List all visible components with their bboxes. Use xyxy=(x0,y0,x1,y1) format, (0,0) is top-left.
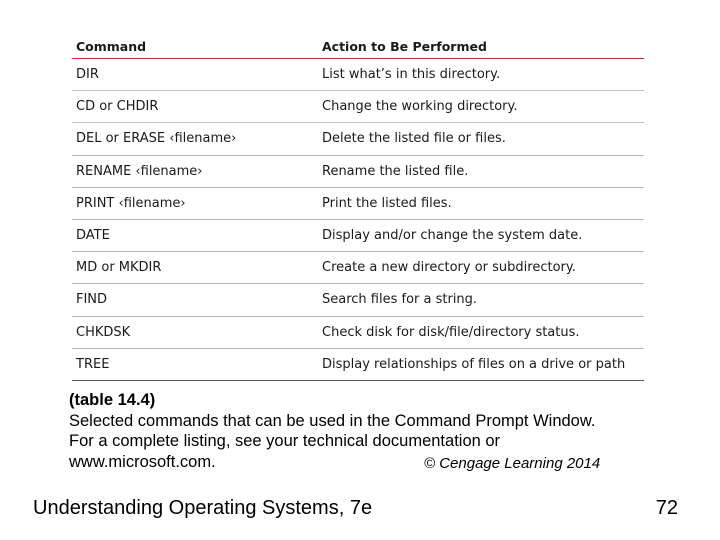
action-cell: Create a new directory or subdirectory. xyxy=(318,252,644,284)
command-cell: PRINT ‹filename› xyxy=(72,187,318,219)
column-header-command: Command xyxy=(72,34,318,59)
caption-line: For a complete listing, see your technical documentation or xyxy=(69,432,501,450)
caption-label: (table 14.4) xyxy=(69,391,156,409)
table-row xyxy=(72,219,644,251)
command-cell: DATE xyxy=(72,219,318,251)
command-cell: MD or MKDIR xyxy=(72,252,318,284)
table-row xyxy=(72,123,644,155)
commands-table xyxy=(72,34,644,381)
command-cell: TREE xyxy=(72,348,318,380)
command-cell: DIR xyxy=(72,59,318,91)
action-cell: List what’s in this directory. xyxy=(318,59,644,91)
footer-title: Understanding Operating Systems, 7e xyxy=(33,497,373,519)
copyright-notice: © Cengage Learning 2014 xyxy=(424,455,601,472)
command-cell: CD or CHDIR xyxy=(72,91,318,123)
caption-line: www.microsoft.com. xyxy=(69,452,216,471)
action-cell: Rename the listed file. xyxy=(318,155,644,187)
command-cell: FIND xyxy=(72,284,318,316)
action-cell: Display and/or change the system date. xyxy=(318,219,644,251)
table-row xyxy=(72,252,644,284)
action-cell: Search files for a string. xyxy=(318,284,644,316)
command-cell: CHKDSK xyxy=(72,316,318,348)
column-header-action: Action to Be Performed xyxy=(318,34,644,59)
command-cell: RENAME ‹filename› xyxy=(72,155,318,187)
table-header-row xyxy=(72,34,644,59)
table-row xyxy=(72,187,644,219)
table-row xyxy=(72,316,644,348)
page-number: 72 xyxy=(655,497,678,519)
caption-line: Selected commands that can be used in the Command Prompt Window. xyxy=(69,411,596,430)
table-row xyxy=(72,91,644,123)
table-row xyxy=(72,155,644,187)
action-cell: Delete the listed file or files. xyxy=(318,123,644,155)
table-row xyxy=(72,348,644,380)
action-cell: Change the working directory. xyxy=(318,91,644,123)
action-cell: Check disk for disk/file/directory status. xyxy=(318,316,644,348)
action-cell: Display relationships of files on a drive or path xyxy=(318,348,644,380)
table-row xyxy=(72,284,644,316)
command-cell: DEL or ERASE ‹filename› xyxy=(72,123,318,155)
table-row xyxy=(72,59,644,91)
action-cell: Print the listed files. xyxy=(318,187,644,219)
